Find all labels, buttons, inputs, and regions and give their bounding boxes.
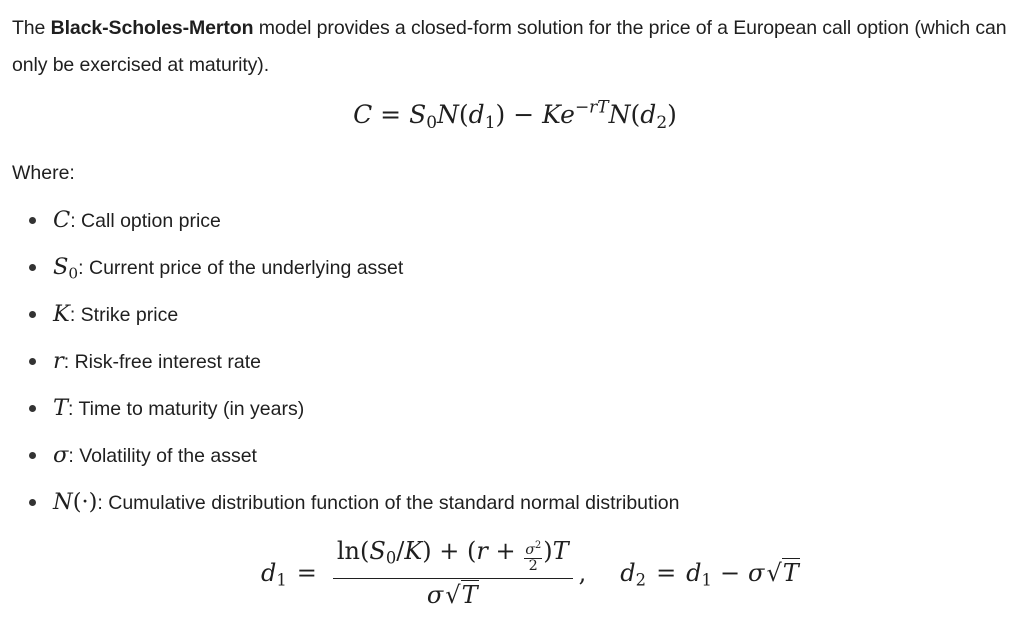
list-item [12,344,679,391]
symbol-c: C [53,207,71,233]
list-item [12,485,679,532]
intro-suffix: model provides a closed-form solution for the price of a European call option (which can only be exercised at maturity). [12,17,1007,76]
list-item [12,250,679,297]
list-item [12,438,679,485]
model-name: Black-Scholes-Merton [50,17,254,39]
bullet-icon [29,311,36,318]
bullet-icon [29,499,36,506]
symbol-k: K [53,301,70,327]
symbol-n: N(·) [53,489,98,515]
bullet-icon [29,264,36,271]
call-price-formula: $C = S_0N(d_1) - Ke^{-rT}N(d_2)$ [353,97,677,133]
definition-text: : Volatility of the asset [68,445,257,467]
symbol-s0: $S_0$ [53,254,79,283]
definition-text: : Cumulative distribution function of the standard normal distribution [97,492,680,514]
symbol-sigma: σ [53,442,69,468]
definition-text: : Time to maturity (in years) [68,398,305,420]
definition-text: : Current price of the underlying asset [78,257,404,279]
list-item [12,297,679,344]
d1-fraction: $\ln(S_0/K) + (r$ + $\frac{\sigma^2}{2}$ )T σ√T [333,537,573,610]
definition-text: : Risk-free interest rate [63,351,261,373]
bullet-icon [29,452,36,459]
symbol-t: T [53,395,69,421]
bullet-icon [29,358,36,365]
document-content [12,0,1012,610]
definition-text: : Strike price [69,304,179,326]
definition-text: : Call option price [70,210,221,232]
definitions-list [12,203,679,532]
intro-prefix: The [12,17,51,39]
bullet-icon [29,405,36,412]
d1-d2-formula: $d_1$ = $\ln(S_0/K) + (r$ + $\frac{\sigma^2}{2}$ )T σ√T , $d_2$ = $d_1$ − σ√T [261,536,799,610]
list-item [12,203,679,250]
where-label: Where: [12,162,75,184]
list-item [12,391,679,438]
symbol-r: r [53,348,64,374]
bullet-icon [29,217,36,224]
intro-paragraph [12,10,1012,84]
